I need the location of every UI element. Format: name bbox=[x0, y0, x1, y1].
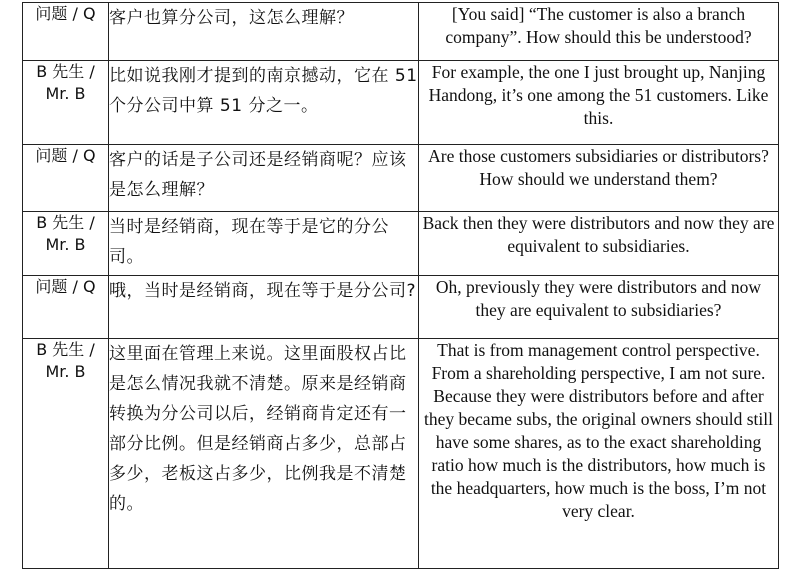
english-translation-cell: Are those customers subsidiaries or distributors? How should we understand them? bbox=[419, 145, 779, 212]
speaker-cell: B 先生 / Mr. B bbox=[23, 212, 109, 276]
table-row bbox=[23, 145, 779, 212]
english-translation-cell: That is from management control perspective. From a shareholding perspective, I am not sure. Because they were distributors before and after they became subs, the original owners should still have some shares, as to the exact shareholding ratio how much is the distributors, how much is the headquarters, how much is the boss, I’m not very clear. bbox=[419, 339, 779, 569]
chinese-text-cell: 这里面在管理上来说。这里面股权占比是怎么情况我就不清楚。原来是经销商转换为分公司以后，经销商肯定还有一部分比例。但是经销商占多少，总部占多少，老板这占多少，比例我是不清楚的。 bbox=[109, 339, 419, 569]
english-translation-cell: [You said] “The customer is also a branch company”. How should this be understood? bbox=[419, 3, 779, 61]
english-translation-cell: Oh, previously they were distributors and now they are equivalent to subsidiaries? bbox=[419, 276, 779, 339]
speaker-cell: 问题 / Q bbox=[23, 276, 109, 339]
speaker-cell: 问题 / Q bbox=[23, 145, 109, 212]
table-row bbox=[23, 212, 779, 276]
chinese-text-cell: 客户也算分公司，这怎么理解？ bbox=[109, 3, 419, 61]
english-translation-cell: For example, the one I just brought up, Nanjing Handong, it’s one among the 51 customers. Like this. bbox=[419, 61, 779, 145]
chinese-text-cell: 客户的话是子公司还是经销商呢？应该是怎么理解？ bbox=[109, 145, 419, 212]
speaker-cell: B 先生 / Mr. B bbox=[23, 61, 109, 145]
table-row bbox=[23, 276, 779, 339]
english-translation-cell: Back then they were distributors and now they are equivalent to subsidiaries. bbox=[419, 212, 779, 276]
table-row bbox=[23, 339, 779, 569]
interview-transcript-table bbox=[22, 2, 779, 569]
chinese-text-cell: 比如说我刚才提到的南京撼动，它在 51 个分公司中算 51 分之一。 bbox=[109, 61, 419, 145]
table-row bbox=[23, 3, 779, 61]
table-row bbox=[23, 61, 779, 145]
speaker-cell: 问题 / Q bbox=[23, 3, 109, 61]
chinese-text-cell: 哦，当时是经销商，现在等于是分公司? bbox=[109, 276, 419, 339]
chinese-text-cell: 当时是经销商，现在等于是它的分公司。 bbox=[109, 212, 419, 276]
speaker-cell: B 先生 / Mr. B bbox=[23, 339, 109, 569]
